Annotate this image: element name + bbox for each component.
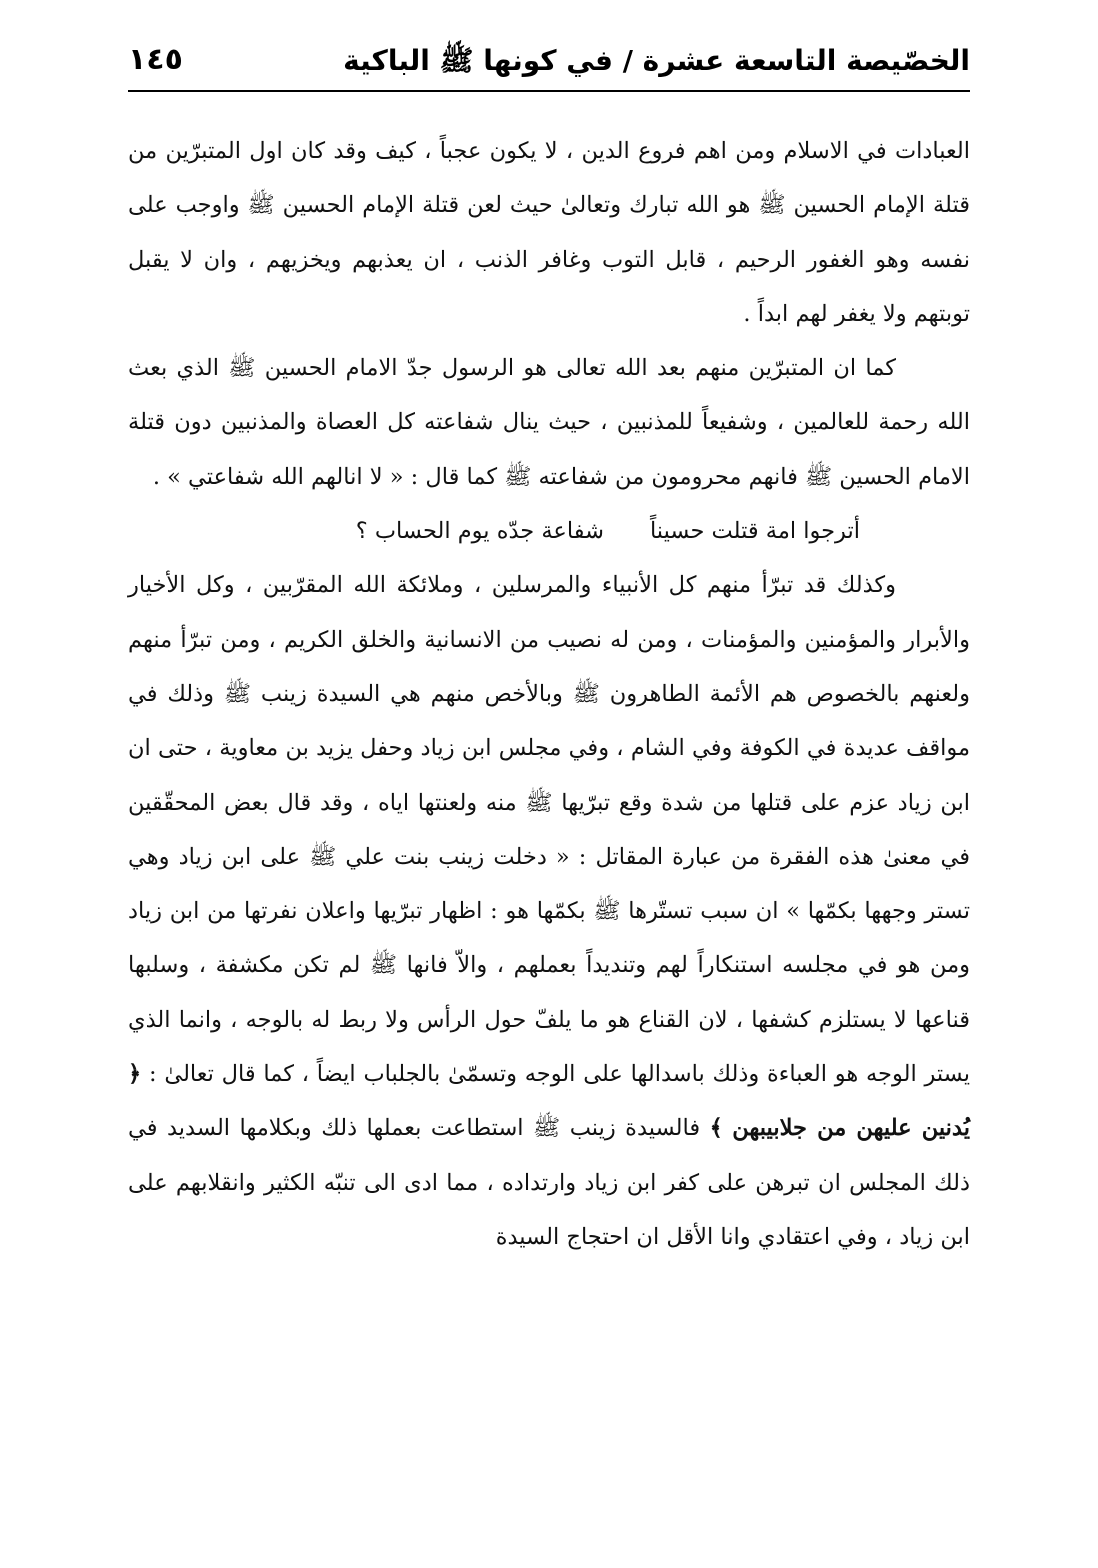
quran-close-bracket: ﴾ (709, 1115, 723, 1142)
body-text (128, 124, 970, 1264)
quran-open-bracket: ﴿ (128, 1061, 142, 1088)
paragraph: كما ان المتبرّين منهم بعد الله تعالى هو الرسول جدّ الامام الحسين ﷺ الذي بعث الله رحمة للعالمين ، وشفيعاً للمذنبين ، حيث ينال شفاعته كل العصاة والمذنبين دون قتلة الامام الحسين ﷺ فانهم محرومون من شفاعته ﷺ كما قال : « لا انالهم الله شفاعتي » . (128, 355, 970, 490)
closing-text: فالسيدة زينب ﷺ استطاعت بعملها ذلك وبكلامها السديد في ذلك المجلس ان تبرهن على كفر ابن زياد وارتداده ، مما ادى الى تنبّه الكثير وانقلابهم على ابن زياد ، وفي اعتقادي وانا الأقل ان احتجاج السيدة (128, 1115, 970, 1250)
poem-verse (128, 504, 970, 558)
page-number: ١٤٥ (128, 42, 183, 77)
chapter-title: الخصّيصة التاسعة عشرة / في كونها ﷺ الباكية (343, 44, 970, 77)
header-rule (128, 90, 970, 92)
quran-quote: يُدنين عليهن من جلابيبهن (732, 1115, 970, 1142)
verse-first-hemistich: أترجوا امة قتلت حسيناً (649, 518, 860, 545)
verse-second-hemistich: شفاعة جدّه يوم الحساب ؟ (355, 518, 604, 545)
paragraph (128, 558, 970, 1264)
running-header (128, 38, 970, 88)
paragraph-text: وكذلك قد تبرّأ منهم كل الأنبياء والمرسلين ، وملائكة الله المقرّبين ، وكل الأخيار والأبرار والمؤمنين والمؤمنات ، ومن له نصيب من الانسانية والخلق الكريم ، ومن تبرّأ منهم ولعنهم بالخصوص هم الأئمة الطاهرون ﷺ وبالأخص منهم هي السيدة زينب ﷺ وذلك في مواقف عديدة في الكوفة وفي الشام ، وفي مجلس ابن زياد وحفل يزيد بن معاوية ، حتى ان ابن زياد عزم على قتلها من شدة وقع تبرّيها ﷺ منه ولعنتها اياه ، وقد قال بعض المحقّقين في معنىٰ هذه الفقرة من عبارة المقاتل : « دخلت زينب بنت علي ﷺ على ابن زياد وهي تستر وجهها بكمّها » ان سبب تستّرها ﷺ بكمّها هو : اظهار تبرّيها واعلان نفرتها من ابن زياد ومن هو في مجلسه استنكاراً لهم وتنديداً بعملهم ، والاّ فانها ﷺ لم تكن مكشفة ، وسلبها قناعها لا يستلزم كشفها ، لان القناع هو ما يلفّ حول الرأس ولا ربط له بالوجه ، وانما الذي يستر الوجه هو العباءة وذلك باسدالها على الوجه وتسمّىٰ بالجلباب ايضاً ، كما قال تعالىٰ : (128, 572, 971, 1088)
paragraph: العبادات في الاسلام ومن اهم فروع الدين ، لا يكون عجباً ، كيف وقد كان اول المتبرّين من قتلة الإمام الحسين ﷺ هو الله تبارك وتعالىٰ حيث لعن قتلة الإمام الحسين ﷺ واوجب على نفسه وهو الغفور الرحيم ، قابل التوب وغافر الذنب ، ان يعذبهم ويخزيهم ، وان لا يقبل توبتهم ولا يغفر لهم ابداً . (128, 138, 970, 327)
